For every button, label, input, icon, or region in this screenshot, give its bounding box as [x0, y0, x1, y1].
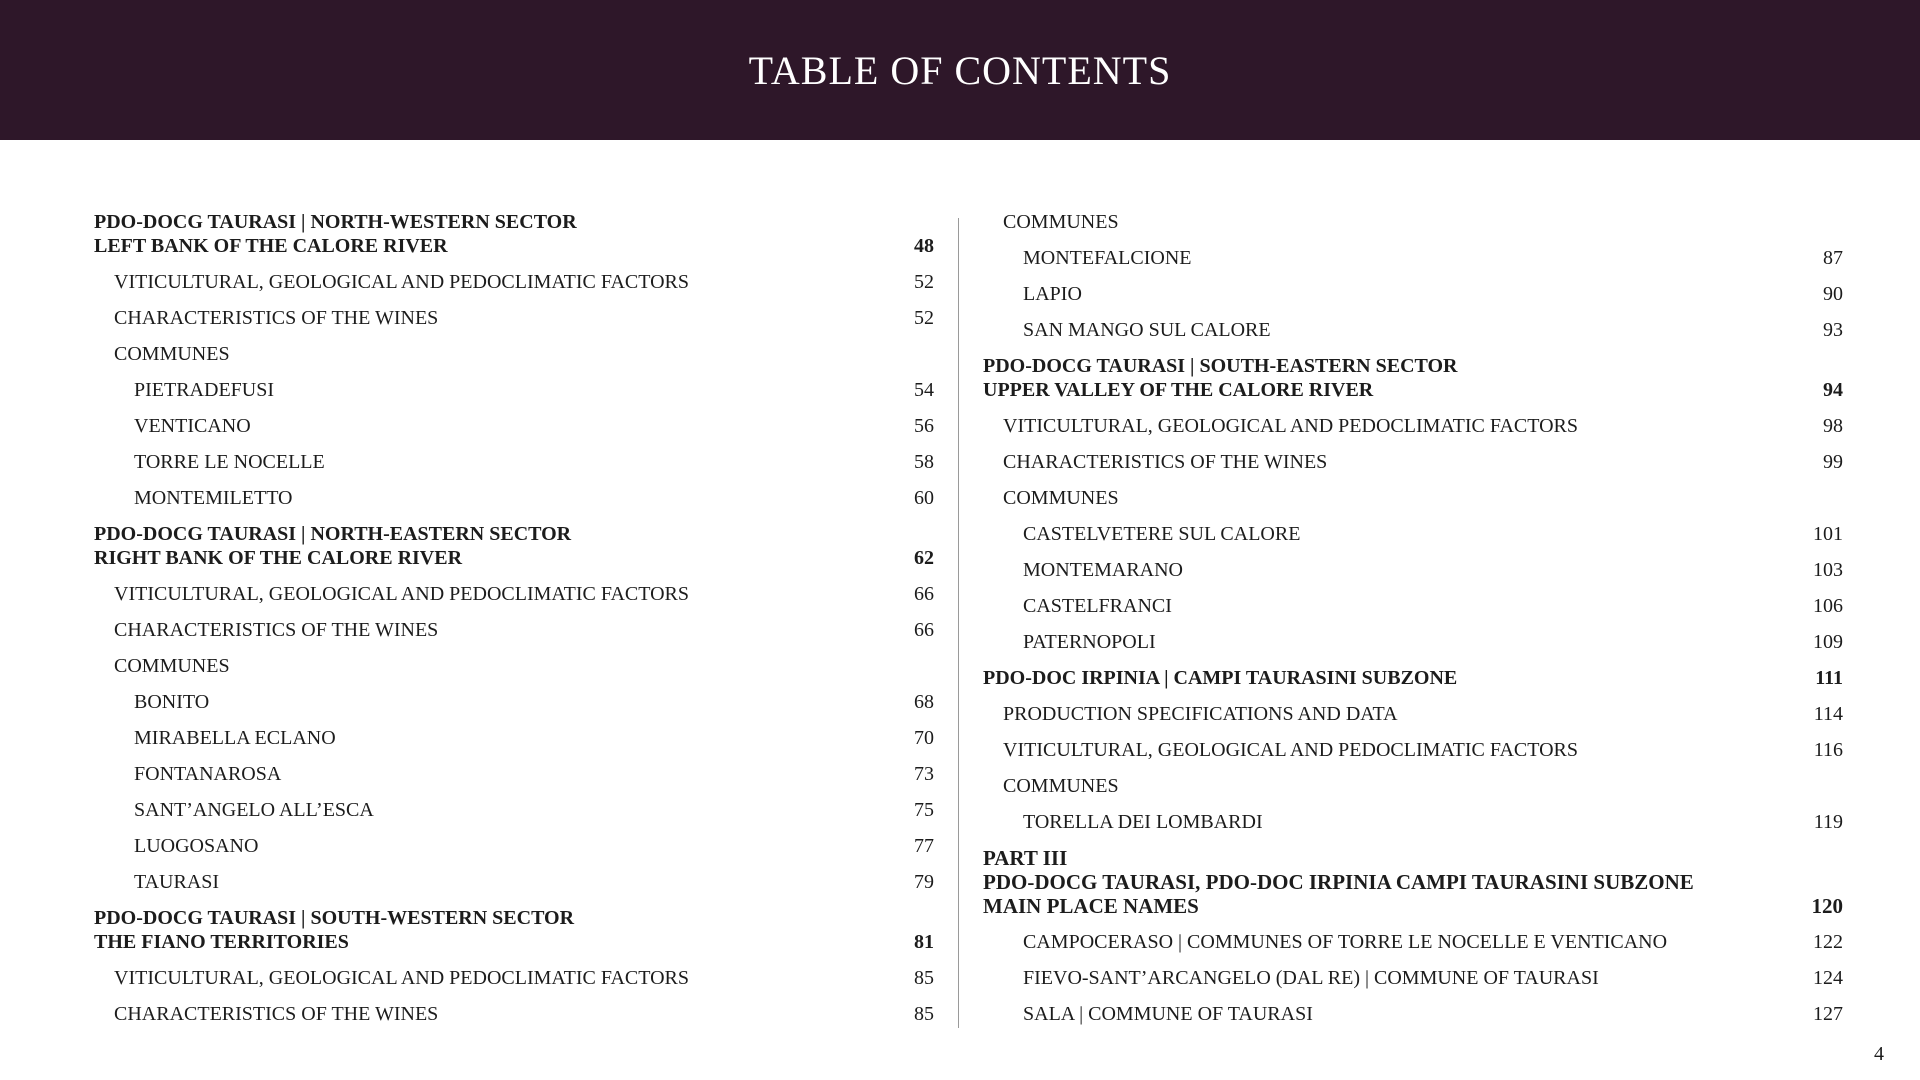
- toc-right-column: [983, 210, 1843, 1038]
- header-banner: [0, 0, 1920, 140]
- toc-entry-title: PDO-DOCG TAURASI | SOUTH-EASTERN SECTOR UPPER VALLEY OF THE CALORE RIVER: [983, 355, 1458, 401]
- toc-page-number: 75: [914, 799, 934, 821]
- toc-page-number: 106: [1813, 595, 1843, 617]
- toc-page-number: 109: [1813, 631, 1843, 653]
- toc-entry[interactable]: [94, 966, 934, 990]
- toc-entry-title: VITICULTURAL, GEOLOGICAL AND PEDOCLIMATIC FACTORS: [114, 271, 690, 293]
- toc-entry-title: PIETRADEFUSI: [134, 379, 275, 401]
- toc-page-number: 93: [1823, 319, 1843, 341]
- toc-entry[interactable]: [94, 414, 934, 438]
- toc-page-number: 66: [914, 619, 934, 641]
- toc-page-number: 122: [1813, 931, 1843, 953]
- toc-entry[interactable]: [983, 246, 1843, 270]
- toc-entry-title: FIEVO-SANT’ARCANGELO (DAL RE) | COMMUNE OF TAURASI: [1023, 967, 1599, 989]
- toc-page-number: 68: [914, 691, 934, 713]
- page-number: 4: [1874, 1043, 1884, 1065]
- toc-entry-title: TORELLA DEI LOMBARDI: [1023, 811, 1263, 833]
- toc-entry[interactable]: [983, 630, 1843, 654]
- toc-page-number: 116: [1813, 739, 1843, 761]
- toc-entry-title: VITICULTURAL, GEOLOGICAL AND PEDOCLIMATIC FACTORS: [1003, 415, 1579, 437]
- toc-entry-title: LAPIO: [1023, 283, 1082, 305]
- toc-entry-title: LUOGOSANO: [134, 835, 259, 857]
- toc-entry-title: PDO-DOCG TAURASI | NORTH-EASTERN SECTOR RIGHT BANK OF THE CALORE RIVER: [94, 523, 572, 569]
- toc-entry-title: PDO-DOCG TAURASI | NORTH-WESTERN SECTOR LEFT BANK OF THE CALORE RIVER: [94, 211, 577, 257]
- toc-entry[interactable]: [94, 762, 934, 786]
- toc-entry[interactable]: [983, 738, 1843, 762]
- toc-entry-title: CASTELVETERE SUL CALORE: [1023, 523, 1301, 545]
- toc-page-number: 73: [914, 763, 934, 785]
- toc-page-number: 66: [914, 583, 934, 605]
- toc-left-column: [94, 210, 934, 1038]
- toc-entry[interactable]: [94, 798, 934, 822]
- toc-entry-title: COMMUNES: [1003, 775, 1119, 797]
- toc-entry[interactable]: [94, 306, 934, 330]
- toc-entry[interactable]: [983, 966, 1843, 990]
- toc-entry-title: COMMUNES: [1003, 487, 1119, 509]
- toc-page-number: 127: [1813, 1003, 1843, 1025]
- toc-entry[interactable]: [94, 270, 934, 294]
- toc-entry-title: MONTEFALCIONE: [1023, 247, 1192, 269]
- toc-page-number: 124: [1813, 967, 1843, 989]
- toc-entry-title: PDO-DOC IRPINIA | CAMPI TAURASINI SUBZONE: [983, 667, 1458, 689]
- toc-section-heading[interactable]: [94, 522, 934, 570]
- toc-page-number: 79: [914, 871, 934, 893]
- toc-page-number: 58: [914, 451, 934, 473]
- toc-entry-title: CHARACTERISTICS OF THE WINES: [114, 1003, 439, 1025]
- toc-entry[interactable]: [983, 774, 1843, 798]
- toc-entry[interactable]: [94, 834, 934, 858]
- toc-entry[interactable]: [983, 930, 1843, 954]
- toc-page-number: 119: [1813, 811, 1843, 833]
- toc-entry[interactable]: [983, 414, 1843, 438]
- toc-entry-title: CHARACTERISTICS OF THE WINES: [114, 619, 439, 641]
- toc-entry[interactable]: [983, 210, 1843, 234]
- toc-entry-title: MONTEMARANO: [1023, 559, 1183, 581]
- toc-entry[interactable]: [983, 594, 1843, 618]
- column-divider: [958, 218, 959, 1028]
- toc-page-number: 101: [1813, 523, 1843, 545]
- toc-page-number: 98: [1823, 415, 1843, 437]
- toc-entry-title: CHARACTERISTICS OF THE WINES: [114, 307, 439, 329]
- toc-entry[interactable]: [983, 702, 1843, 726]
- toc-entry-title: VENTICANO: [134, 415, 251, 437]
- toc-page-number: 120: [1811, 894, 1843, 918]
- toc-entry-title: SAN MANGO SUL CALORE: [1023, 319, 1271, 341]
- toc-entry[interactable]: [983, 1002, 1843, 1026]
- toc-entry[interactable]: [983, 522, 1843, 546]
- toc-entry-title: CAMPOCERASO | COMMUNES OF TORRE LE NOCELLE E VENTICANO: [1023, 931, 1668, 953]
- toc-entry[interactable]: [94, 690, 934, 714]
- toc-entry[interactable]: [94, 486, 934, 510]
- toc-page-number: 56: [914, 415, 934, 437]
- toc-entry[interactable]: [983, 486, 1843, 510]
- toc-page-number: 81: [914, 931, 934, 953]
- toc-page-number: 114: [1813, 703, 1843, 725]
- toc-page-number: 111: [1815, 667, 1843, 689]
- toc-entry-title: MONTEMILETTO: [134, 487, 293, 509]
- toc-entry-title: TAURASI: [134, 871, 220, 893]
- toc-entry-title: PDO-DOCG TAURASI | SOUTH-WESTERN SECTOR THE FIANO TERRITORIES: [94, 907, 575, 953]
- toc-entry[interactable]: [983, 558, 1843, 582]
- toc-section-heading[interactable]: [983, 354, 1843, 402]
- toc-entry-title: COMMUNES: [114, 343, 230, 365]
- toc-entry[interactable]: [94, 378, 934, 402]
- toc-page-number: 90: [1823, 283, 1843, 305]
- toc-entry-title: BONITO: [134, 691, 210, 713]
- toc-page-number: 85: [914, 1003, 934, 1025]
- toc-entry-title: VITICULTURAL, GEOLOGICAL AND PEDOCLIMATIC FACTORS: [114, 967, 690, 989]
- toc-entry[interactable]: [94, 618, 934, 642]
- toc-entry-title: COMMUNES: [1003, 211, 1119, 233]
- toc-entry-title: MIRABELLA ECLANO: [134, 727, 336, 749]
- toc-section-heading[interactable]: [983, 846, 1843, 918]
- toc-entry[interactable]: [94, 726, 934, 750]
- toc-entry-title: CHARACTERISTICS OF THE WINES: [1003, 451, 1328, 473]
- toc-page-number: 48: [914, 235, 934, 257]
- toc-entry-title: COMMUNES: [114, 655, 230, 677]
- toc-page-number: 60: [914, 487, 934, 509]
- toc-page-number: 52: [914, 307, 934, 329]
- toc-entry[interactable]: [94, 1002, 934, 1026]
- toc-entry[interactable]: [94, 342, 934, 366]
- toc-entry-title: VITICULTURAL, GEOLOGICAL AND PEDOCLIMATIC FACTORS: [1003, 739, 1579, 761]
- toc-entry[interactable]: [94, 450, 934, 474]
- toc-section-heading[interactable]: [94, 210, 934, 258]
- toc-page-number: 52: [914, 271, 934, 293]
- toc-entry-title: PATERNOPOLI: [1023, 631, 1156, 653]
- toc-section-heading[interactable]: [94, 906, 934, 954]
- toc-entry-title: TORRE LE NOCELLE: [134, 451, 325, 473]
- toc-page-number: 54: [914, 379, 934, 401]
- toc-entry[interactable]: [983, 450, 1843, 474]
- toc-entry[interactable]: [94, 582, 934, 606]
- toc-entry[interactable]: [94, 654, 934, 678]
- toc-entry[interactable]: [983, 318, 1843, 342]
- toc-entry-title: PART III PDO-DOCG TAURASI, PDO-DOC IRPINIA CAMPI TAURASINI SUBZONE MAIN PLACE NAMES: [983, 846, 1694, 918]
- toc-page-number: 87: [1823, 247, 1843, 269]
- toc-entry[interactable]: [983, 810, 1843, 834]
- toc-entry-title: VITICULTURAL, GEOLOGICAL AND PEDOCLIMATIC FACTORS: [114, 583, 690, 605]
- toc-entry[interactable]: [94, 870, 934, 894]
- toc-entry-title: SALA | COMMUNE OF TAURASI: [1023, 1003, 1313, 1025]
- toc-page-number: 94: [1823, 379, 1843, 401]
- toc-entry-title: SANT’ANGELO ALL’ESCA: [134, 799, 374, 821]
- toc-entry-title: FONTANAROSA: [134, 763, 282, 785]
- toc-entry-title: PRODUCTION SPECIFICATIONS AND DATA: [1003, 703, 1398, 725]
- toc-entry-title: CASTELFRANCI: [1023, 595, 1172, 617]
- page-title: TABLE OF CONTENTS: [748, 47, 1172, 93]
- toc-page-number: 99: [1823, 451, 1843, 473]
- toc-page-number: 85: [914, 967, 934, 989]
- toc-page-number: 62: [914, 547, 934, 569]
- toc-page-number: 77: [914, 835, 934, 857]
- toc-page-number: 70: [914, 727, 934, 749]
- toc-page-number: 103: [1813, 559, 1843, 581]
- toc-section-heading[interactable]: [983, 666, 1843, 690]
- toc-entry[interactable]: [983, 282, 1843, 306]
